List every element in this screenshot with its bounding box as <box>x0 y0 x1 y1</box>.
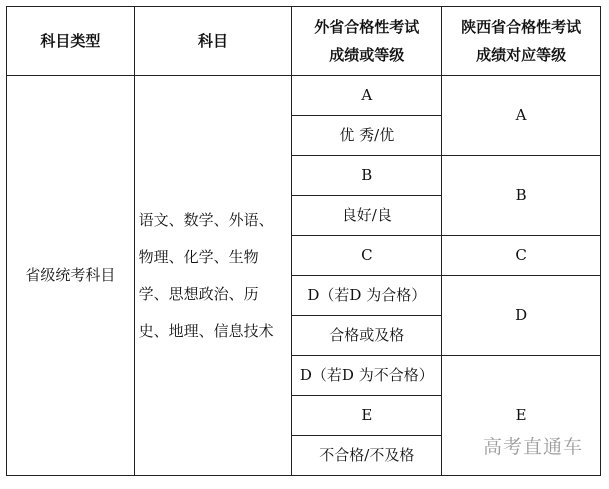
other-grade-cell: D（若D 为合格） <box>292 276 442 316</box>
other-grade-cell: A <box>292 76 442 116</box>
other-grade-cell: 良好/良 <box>292 196 442 236</box>
shaanxi-level-cell: D <box>442 276 601 356</box>
grade-mapping-table <box>6 6 601 476</box>
other-grade-cell: C <box>292 236 442 276</box>
header-shaanxi-line1: 陕西省合格性考试 <box>461 18 582 36</box>
header-shaanxi <box>442 7 601 76</box>
table-header-row <box>7 7 601 76</box>
other-grade-cell: D（若D 为不合格） <box>292 356 442 396</box>
other-grade-cell: E <box>292 396 442 436</box>
header-other-province <box>292 7 442 76</box>
table-row <box>7 76 601 116</box>
watermark-text: 高考直通车 <box>482 436 583 458</box>
subjects-cell: 语文、数学、外语、物理、化学、生物学、思想政治、历史、地理、信息技术 <box>134 76 292 476</box>
subject-type-cell: 省级统考科目 <box>7 76 135 476</box>
shaanxi-level-cell: C <box>442 236 601 276</box>
shaanxi-level-cell: E <box>442 356 601 476</box>
header-shaanxi-line2: 成绩对应等级 <box>476 46 567 64</box>
header-other-province-line1: 外省合格性考试 <box>314 18 420 36</box>
other-grade-cell: 优 秀/优 <box>292 116 442 156</box>
header-other-province-line2: 成绩或等级 <box>329 46 405 64</box>
shaanxi-level-cell: B <box>442 156 601 236</box>
shaanxi-level-cell: A <box>442 76 601 156</box>
other-grade-cell: 合格或及格 <box>292 316 442 356</box>
grade-mapping-table-wrapper <box>6 6 601 476</box>
header-subject: 科目 <box>134 7 292 76</box>
other-grade-cell: B <box>292 156 442 196</box>
other-grade-cell: 不合格/不及格 <box>292 436 442 476</box>
header-subject-type: 科目类型 <box>7 7 135 76</box>
